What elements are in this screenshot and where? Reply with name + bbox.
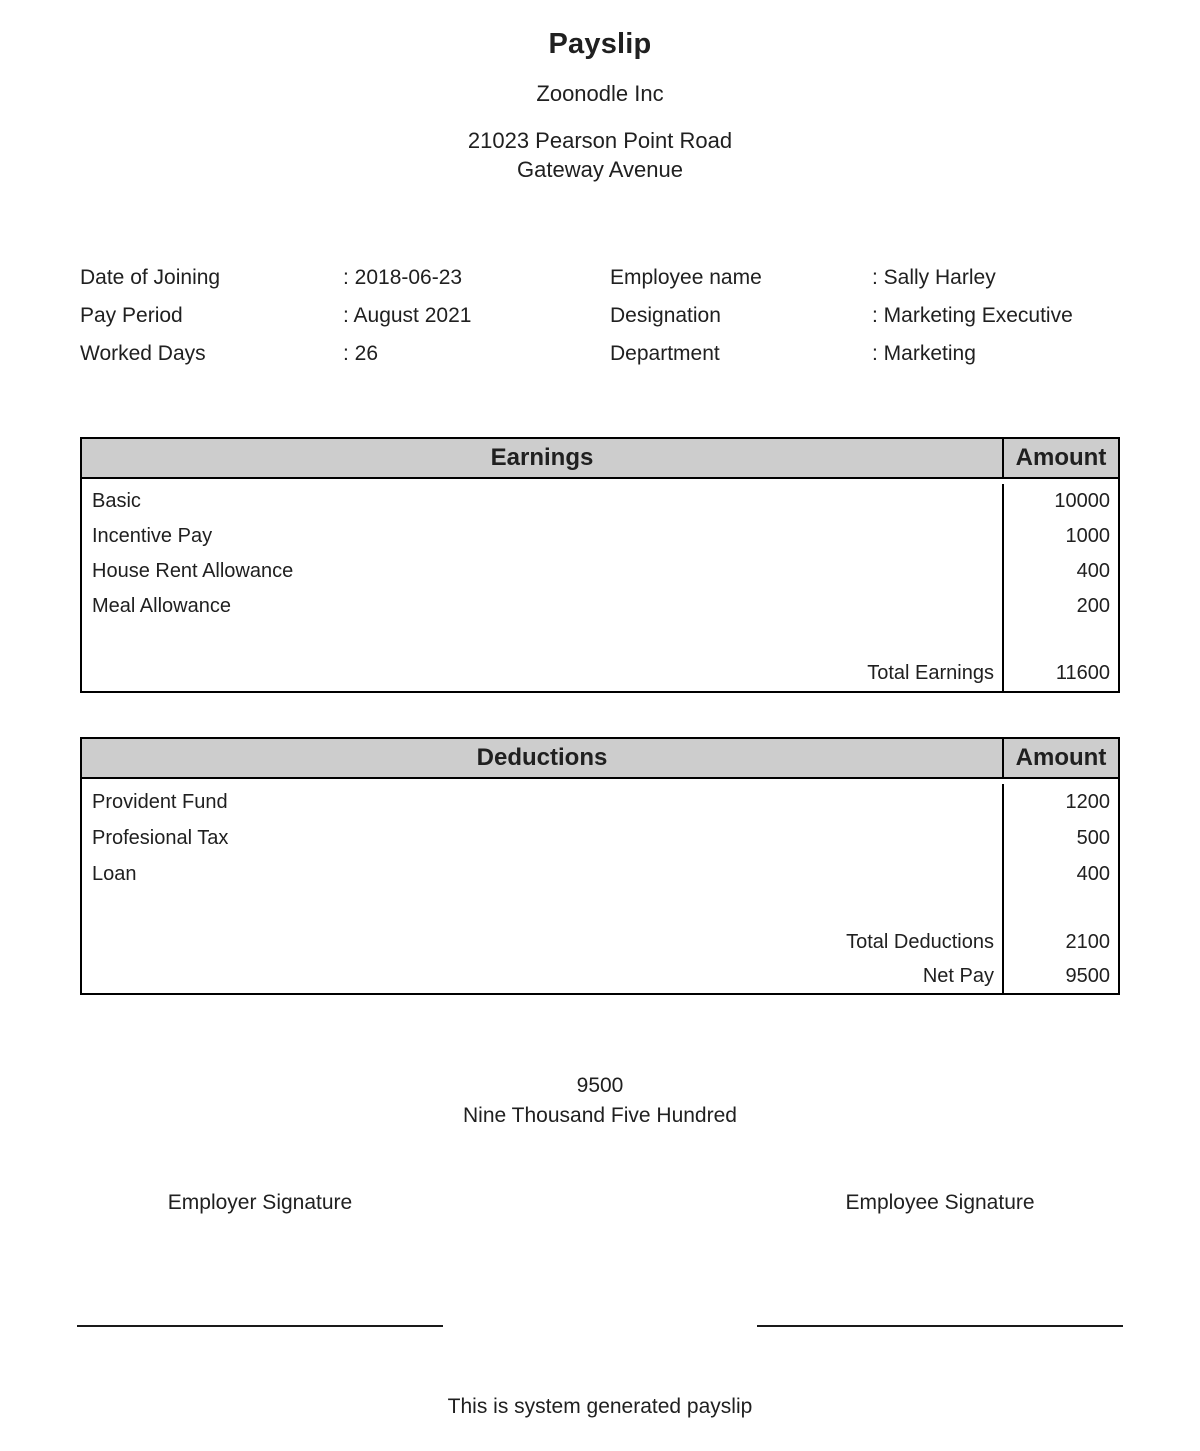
signature-section xyxy=(77,1191,1123,1327)
detail-value-designation: : Marketing Executive xyxy=(872,304,1073,327)
earning-amount: 1000 xyxy=(1002,519,1118,554)
total-earnings-row xyxy=(82,655,1118,691)
net-pay-amount: 9500 xyxy=(576,1074,624,1097)
table-row xyxy=(82,519,1118,554)
deductions-table xyxy=(80,737,1120,995)
earning-label: House Rent Allowance xyxy=(92,560,294,582)
footer-note: This is system generated payslip xyxy=(447,1395,753,1418)
total-deductions-row xyxy=(82,925,1118,959)
detail-value-department: : Marketing xyxy=(872,342,976,365)
deductions-table-body xyxy=(82,779,1118,892)
deductions-table-header xyxy=(82,739,1118,779)
document-header xyxy=(0,0,1200,184)
table-row xyxy=(82,784,1118,820)
table-spacer xyxy=(82,624,1118,655)
company-name: Zoonodle Inc xyxy=(536,81,664,106)
employee-details xyxy=(80,259,1120,373)
employer-signature-line xyxy=(77,1325,443,1327)
total-earnings-amount: 11600 xyxy=(1002,655,1118,691)
earning-amount: 10000 xyxy=(1002,484,1118,519)
detail-label-date-of-joining: Date of Joining xyxy=(80,266,221,289)
deduction-amount: 400 xyxy=(1002,856,1118,892)
earnings-table xyxy=(80,437,1120,693)
detail-label-designation: Designation xyxy=(610,304,721,327)
detail-value-worked-days: : 26 xyxy=(343,342,379,365)
detail-value-employee-name: : Sally Harley xyxy=(872,266,996,289)
deductions-header-amount: Amount xyxy=(1002,739,1118,777)
address-line-2: Gateway Avenue xyxy=(517,157,683,182)
earnings-header-amount: Amount xyxy=(1002,439,1118,477)
employee-signature-label: Employee Signature xyxy=(845,1191,1035,1214)
earnings-table-header xyxy=(82,439,1118,479)
earning-amount: 400 xyxy=(1002,554,1118,589)
deduction-label: Profesional Tax xyxy=(92,826,229,849)
table-row xyxy=(82,554,1118,589)
page-title: Payslip xyxy=(548,28,652,60)
net-pay-amount-cell: 9500 xyxy=(1002,959,1118,993)
deduction-amount: 500 xyxy=(1002,820,1118,856)
earnings-totals xyxy=(82,655,1118,691)
earnings-table-body xyxy=(82,479,1118,624)
table-row xyxy=(82,484,1118,519)
total-deductions-label: Total Deductions xyxy=(846,930,994,953)
net-pay-in-words: Nine Thousand Five Hundred xyxy=(463,1104,737,1127)
earning-label: Basic xyxy=(92,490,141,512)
detail-label-department: Department xyxy=(610,342,720,365)
deduction-label: Provident Fund xyxy=(92,790,228,813)
net-pay-summary xyxy=(0,1071,1200,1131)
deductions-totals xyxy=(82,925,1118,993)
net-pay-label: Net Pay xyxy=(922,964,994,987)
net-pay-row xyxy=(82,959,1118,993)
earning-label: Meal Allowance xyxy=(92,595,231,617)
earning-label: Incentive Pay xyxy=(92,525,213,547)
employee-signature-block xyxy=(757,1191,1123,1327)
earnings-header-title: Earnings xyxy=(490,444,594,471)
employee-signature-line xyxy=(757,1325,1123,1327)
address-line-1: 21023 Pearson Point Road xyxy=(467,128,733,153)
total-earnings-label: Total Earnings xyxy=(867,661,994,684)
deduction-amount: 1200 xyxy=(1002,784,1118,820)
detail-value-pay-period: : August 2021 xyxy=(343,304,472,327)
detail-label-worked-days: Worked Days xyxy=(80,342,206,365)
table-row xyxy=(82,856,1118,892)
table-row xyxy=(82,589,1118,624)
deductions-header-title: Deductions xyxy=(476,744,608,771)
employer-signature-block xyxy=(77,1191,443,1327)
employer-signature-label: Employer Signature xyxy=(167,1191,353,1214)
detail-label-pay-period: Pay Period xyxy=(80,304,183,327)
table-row xyxy=(82,820,1118,856)
total-deductions-amount: 2100 xyxy=(1002,925,1118,959)
detail-value-date-of-joining: : 2018-06-23 xyxy=(343,266,463,289)
detail-label-employee-name: Employee name xyxy=(610,266,762,289)
table-spacer xyxy=(82,892,1118,925)
deduction-label: Loan xyxy=(92,862,137,885)
earning-amount: 200 xyxy=(1002,589,1118,624)
